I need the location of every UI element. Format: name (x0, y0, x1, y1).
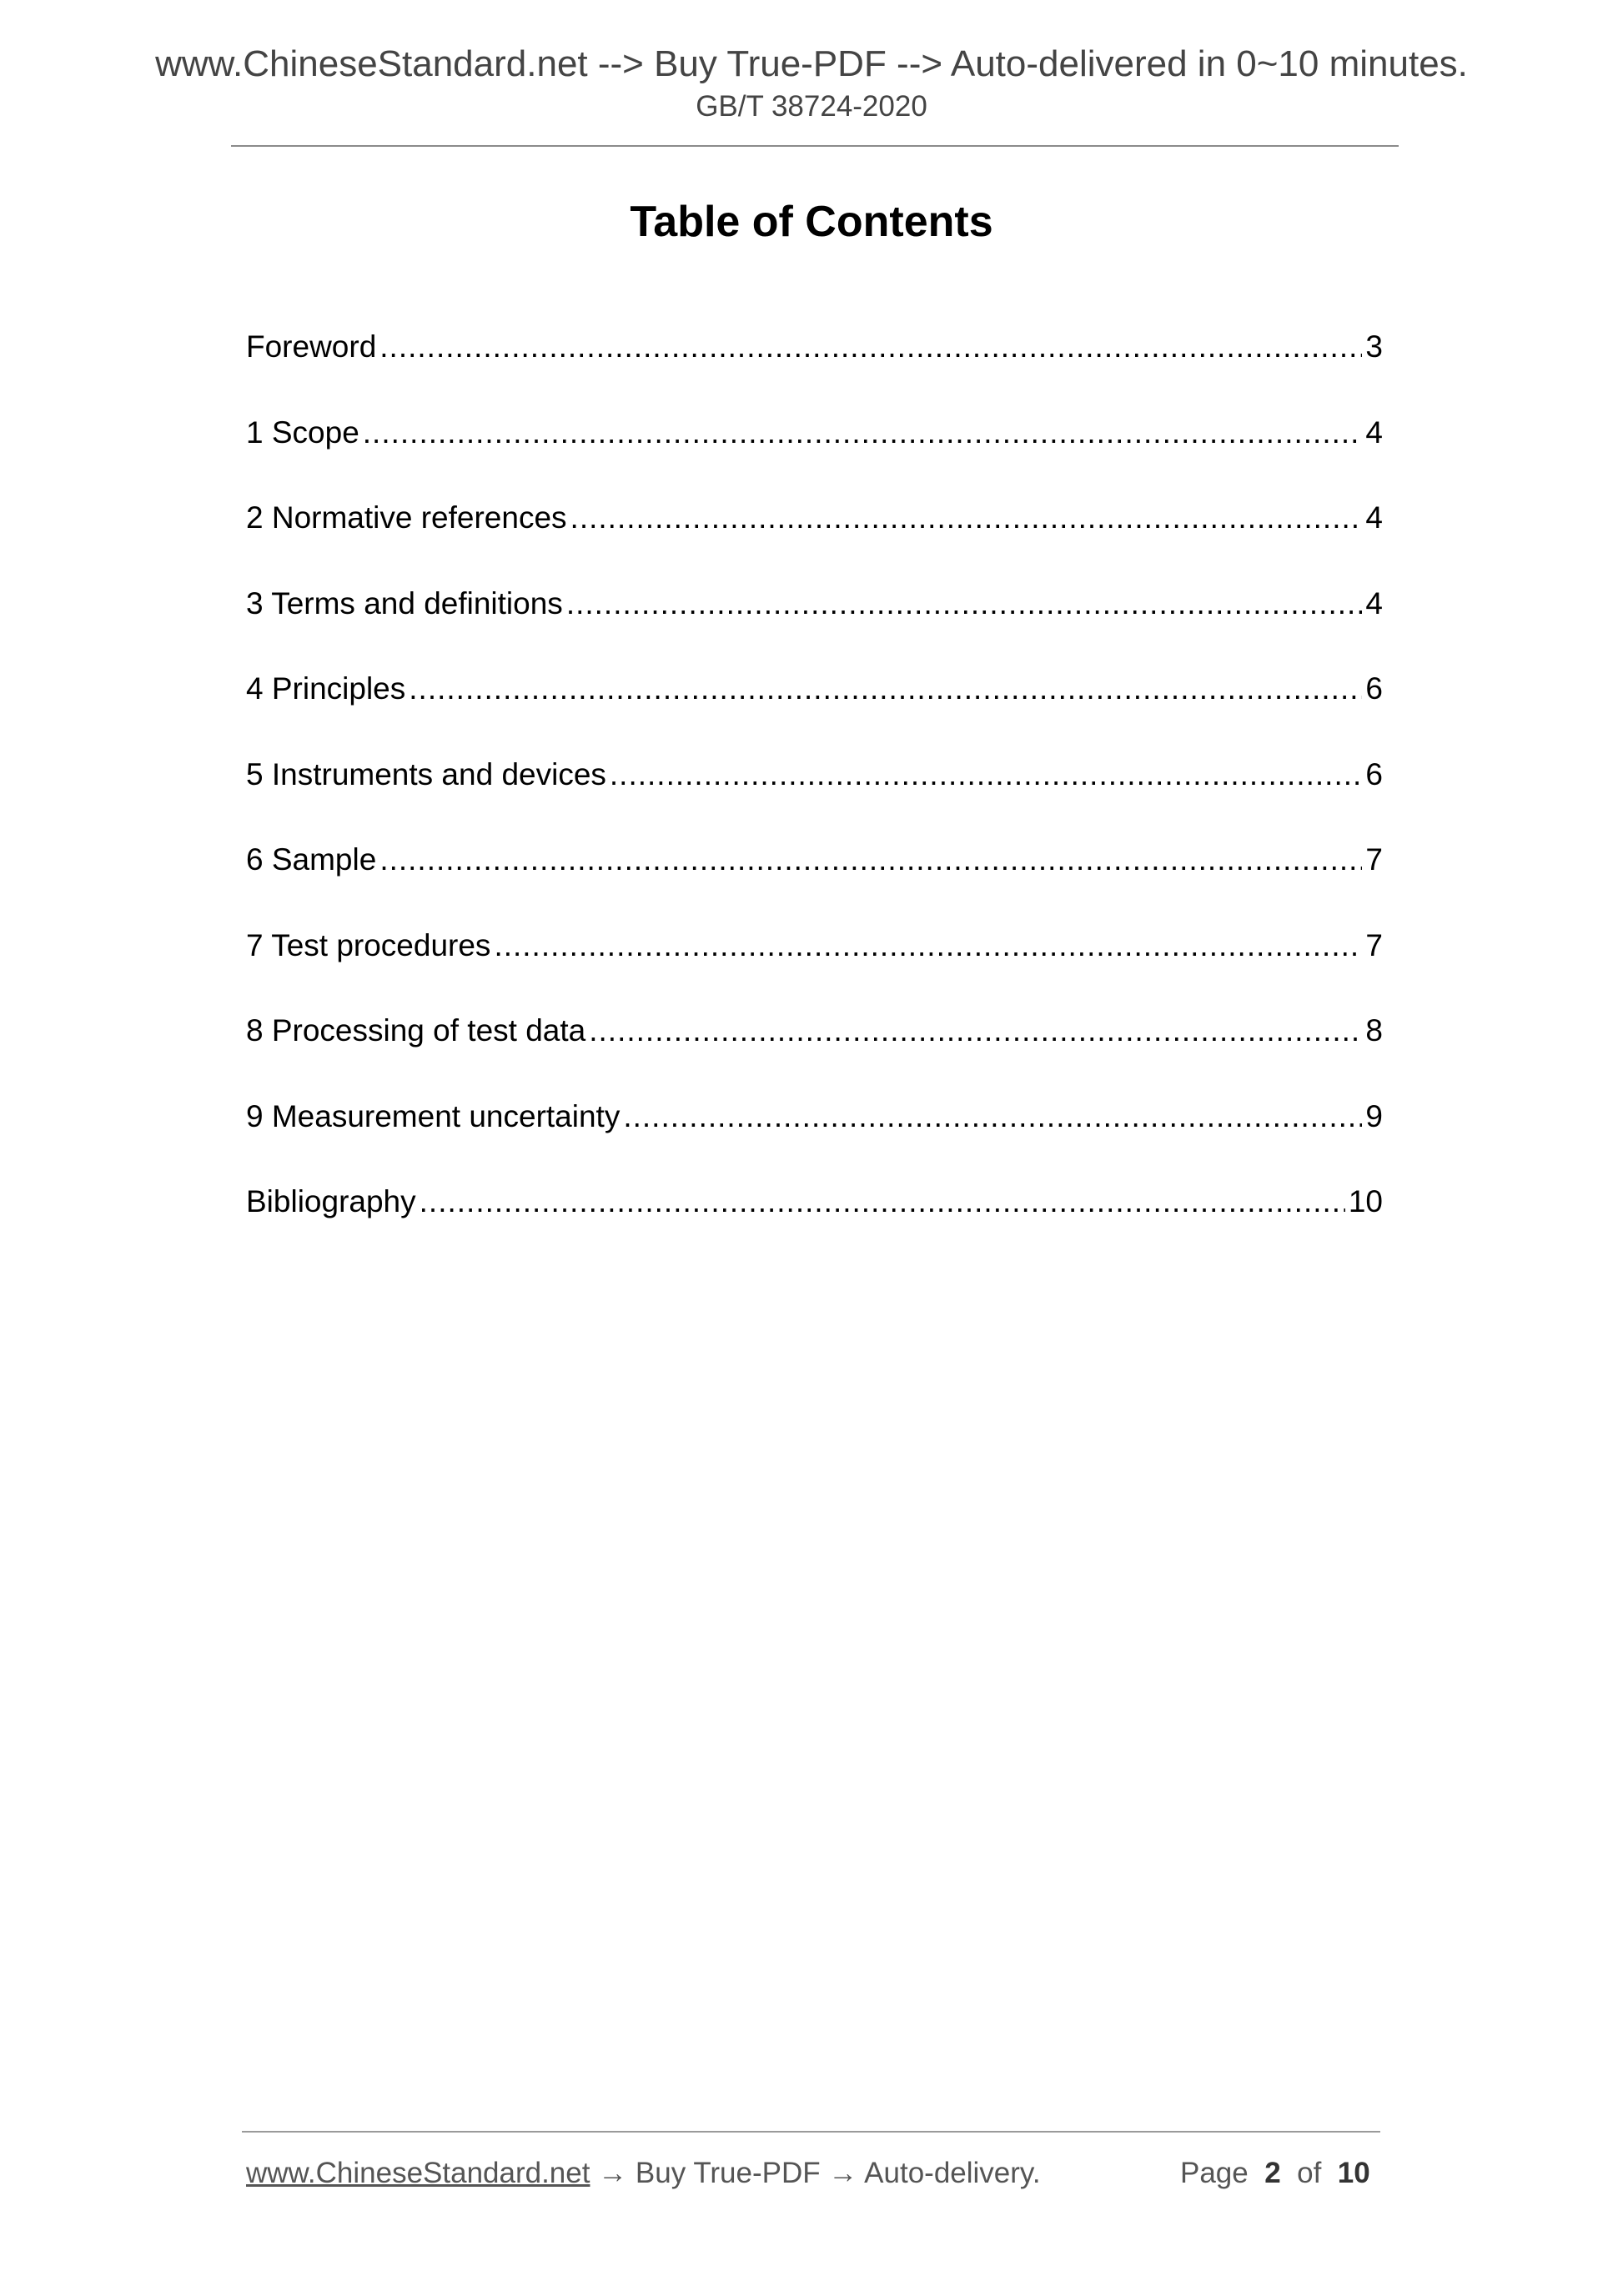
toc-entry-page: 4 (1365, 500, 1383, 535)
dot-leader (566, 586, 1363, 621)
dot-leader (420, 1184, 1345, 1219)
footer-site-link[interactable]: www.ChineseStandard.net (246, 2157, 590, 2189)
dot-leader (363, 415, 1363, 450)
toc-entry-measurement-uncertainty[interactable] (246, 1099, 1383, 1185)
toc-entry-page: 8 (1365, 1013, 1383, 1048)
dot-leader (494, 928, 1362, 963)
toc-entry-page: 4 (1365, 414, 1383, 450)
footer-divider (242, 2131, 1380, 2133)
of-word: of (1297, 2157, 1322, 2189)
toc-entry-label: 1 Scope (246, 414, 359, 450)
toc-entry-label: 8 Processing of test data (246, 1013, 586, 1048)
standard-id: GB/T 38724-2020 (696, 90, 927, 123)
toc-entry-label: 4 Principles (246, 671, 406, 706)
toc-entry-bibliography[interactable] (246, 1184, 1383, 1270)
footer-promo (246, 2157, 1041, 2190)
toc-entry-page: 6 (1365, 671, 1383, 706)
toc-entry-instruments-and-devices[interactable] (246, 757, 1383, 843)
current-page-number: 2 (1264, 2157, 1281, 2189)
toc-entry-processing-of-test-data[interactable] (246, 1013, 1383, 1099)
toc-entry-label: 7 Test procedures (246, 927, 491, 962)
header-banner: www.ChineseStandard.net --> Buy True-PDF --> Auto-delivered in 0~10 minutes. (155, 43, 1468, 84)
toc-entry-label: 9 Measurement uncertainty (246, 1098, 621, 1133)
toc-entry-page: 7 (1365, 842, 1383, 877)
toc-entry-page: 3 (1365, 329, 1383, 364)
toc-entry-page: 9 (1365, 1098, 1383, 1133)
page-title: Table of Contents (630, 198, 993, 246)
dot-leader (610, 757, 1363, 792)
toc-entry-test-procedures[interactable] (246, 928, 1383, 1014)
toc-entry-normative-references[interactable] (246, 500, 1383, 586)
dot-leader (570, 500, 1363, 535)
toc-entry-page: 6 (1365, 756, 1383, 791)
dot-leader (623, 1099, 1362, 1134)
toc-entry-label: 3 Terms and definitions (246, 585, 563, 620)
toc-entry-label: Bibliography (246, 1184, 416, 1218)
toc-entry-page: 10 (1348, 1184, 1383, 1218)
toc-entry-sample[interactable] (246, 842, 1383, 928)
toc-entry-page: 4 (1365, 585, 1383, 620)
toc-list (246, 329, 1383, 1270)
header-divider (231, 145, 1399, 147)
toc-entry-principles[interactable] (246, 671, 1383, 757)
total-pages-number: 10 (1337, 2157, 1370, 2189)
dot-leader (589, 1013, 1362, 1048)
dot-leader (379, 329, 1362, 364)
toc-entry-label: 2 Normative references (246, 500, 567, 535)
toc-entry-foreword[interactable] (246, 329, 1383, 415)
toc-entry-terms-and-definitions[interactable] (246, 586, 1383, 672)
footer-tagline: → Buy True-PDF → Auto-delivery. (590, 2157, 1041, 2189)
toc-entry-label: Foreword (246, 329, 377, 364)
dot-leader (379, 842, 1362, 877)
dot-leader (409, 671, 1362, 706)
toc-entry-label: 5 Instruments and devices (246, 756, 606, 791)
toc-entry-page: 7 (1365, 927, 1383, 962)
toc-entry-label: 6 Sample (246, 842, 377, 877)
toc-entry-scope[interactable] (246, 415, 1383, 501)
page-word: Page (1180, 2157, 1249, 2189)
page-indicator (1180, 2157, 1370, 2190)
